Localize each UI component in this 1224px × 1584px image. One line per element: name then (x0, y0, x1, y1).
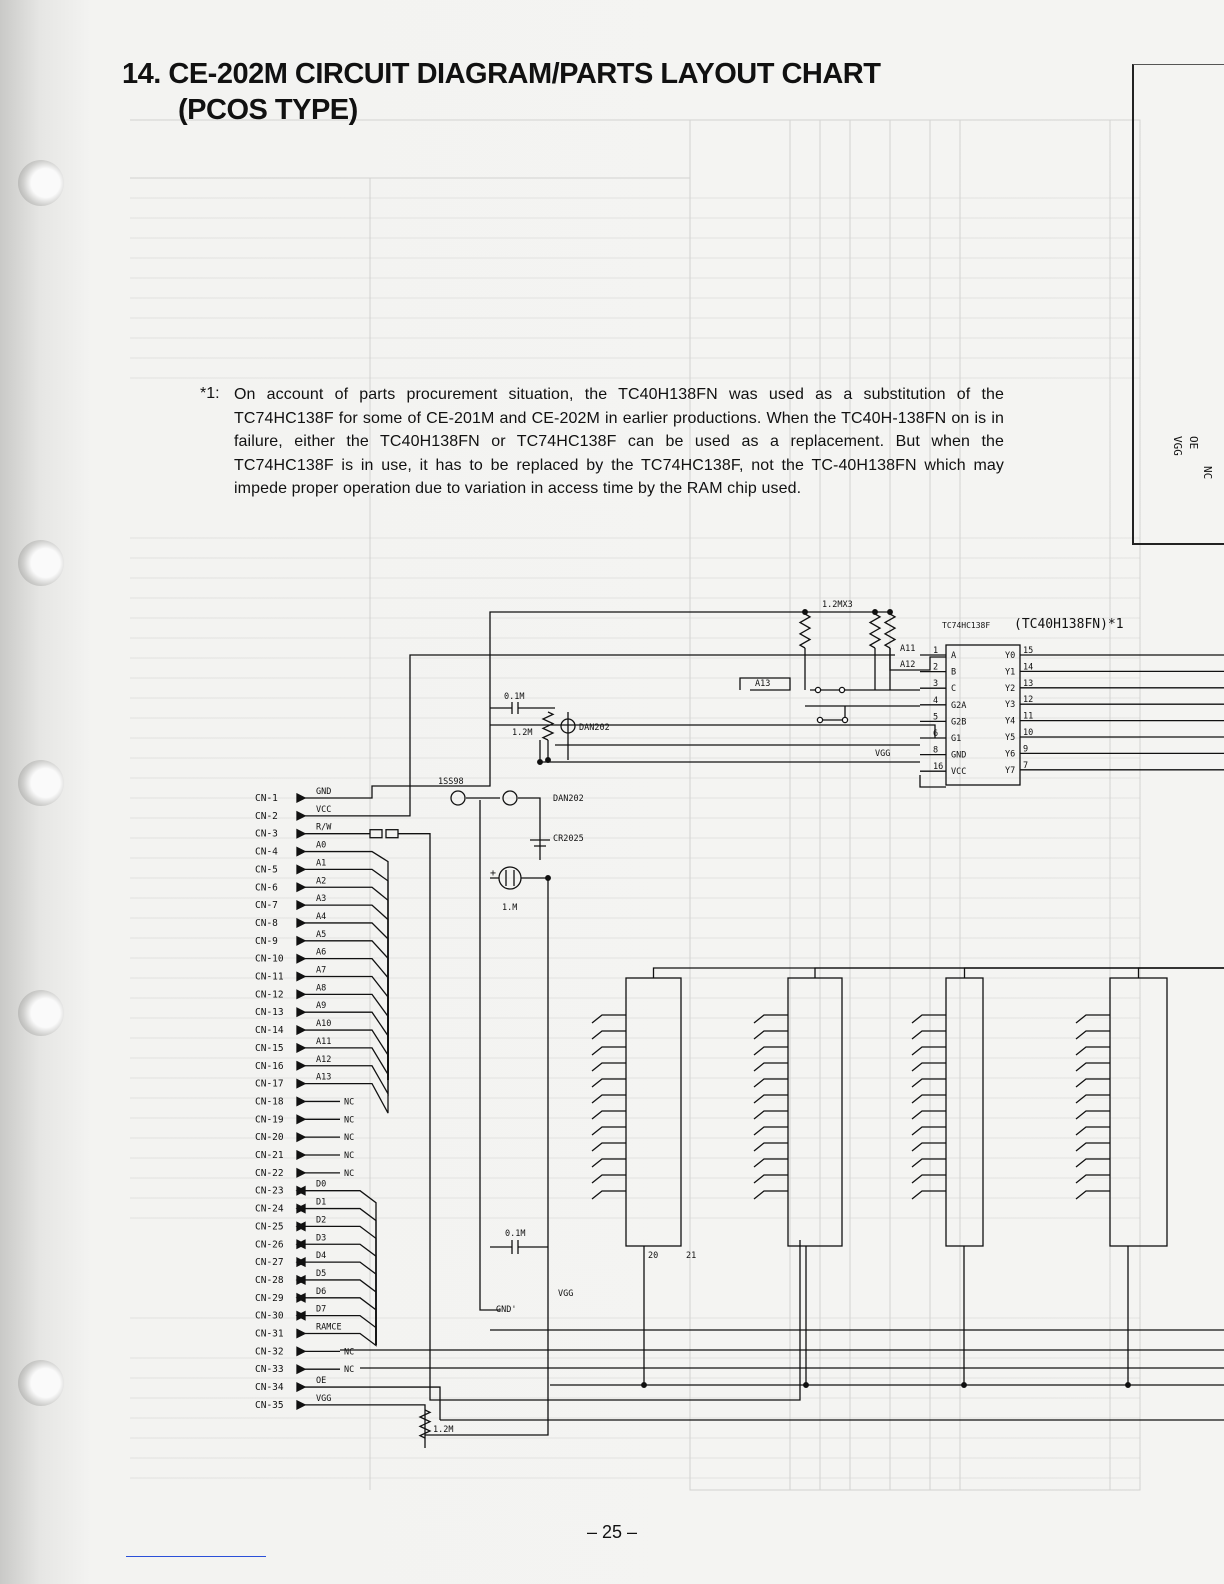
connector-arrow (297, 1008, 305, 1016)
connector-pin-label: CN-16 (255, 1060, 284, 1072)
ram-pin-number: 21 (686, 1251, 697, 1261)
data-bus-line (345, 1316, 376, 1345)
decoder-pin-number: 2 (933, 662, 939, 673)
link-underline (126, 1556, 266, 1557)
signal-label: R/W (316, 822, 332, 833)
ram-pin-line (754, 1111, 788, 1119)
decoder-pin-number: 6 (933, 729, 939, 739)
edge-label-nc: NC (1201, 466, 1214, 480)
wire (398, 834, 800, 1400)
resistor-symbol (870, 614, 880, 648)
connector-arrow (297, 1383, 305, 1391)
connector-arrow (297, 1347, 305, 1355)
data-bus-line (345, 1191, 376, 1345)
ram-pin-line (1076, 1031, 1110, 1039)
connector-arrow (297, 973, 305, 981)
signal-label: A6 (316, 947, 327, 958)
diode-label: 1SS98 (438, 777, 464, 787)
connector-pin-label: CN-8 (255, 917, 278, 929)
connector-arrow (297, 1169, 305, 1177)
decoder-pin-number: 5 (933, 712, 939, 723)
wire (965, 968, 1224, 978)
resistor-symbol (420, 1410, 430, 1438)
signal-label: D6 (316, 1286, 327, 1297)
connector-arrow (297, 812, 305, 820)
ram-pin-line (754, 1143, 788, 1151)
data-bus-line (345, 1244, 376, 1345)
wire (518, 798, 540, 860)
signal-label: A8 (316, 983, 327, 994)
connector-arrow (297, 901, 305, 909)
connector-pin-label: CN-6 (255, 882, 278, 894)
address-bus-line (345, 994, 388, 1080)
ram-pin-line (592, 1015, 626, 1023)
decoder-pin-number: 10 (1023, 728, 1034, 738)
capacitor-label: 1.M (502, 903, 518, 913)
ram-pin-line (592, 1191, 626, 1199)
connector-pin-label: CN-32 (255, 1346, 284, 1358)
wire (820, 706, 845, 720)
edge-label-oe: OE (1187, 436, 1200, 450)
edge-label-vgg: VGG (1171, 436, 1184, 456)
ram-pin-line (754, 1127, 788, 1135)
ram-pin-line (912, 1063, 946, 1071)
decoder-pin-name: Y0 (1005, 651, 1016, 661)
decoder-pin-name: G2A (951, 700, 967, 711)
open-terminal (815, 687, 820, 692)
connector-arrow (297, 1115, 305, 1123)
connector-pin-label: CN-17 (255, 1078, 284, 1090)
ram-pin-line (912, 1031, 946, 1039)
connector-arrow (297, 937, 305, 945)
wire (920, 775, 946, 787)
signal-label: D3 (316, 1233, 327, 1244)
ram-chip-body (946, 978, 983, 1246)
connector-pin-label: CN-20 (255, 1132, 284, 1144)
resistor-symbol (800, 614, 810, 648)
connector-arrow (297, 1133, 305, 1141)
decoder-pin-name: Y4 (1005, 716, 1016, 727)
connector-pin-label: CN-21 (255, 1150, 284, 1161)
ram-pin-line (1076, 1015, 1110, 1023)
ram-pin-line (592, 1031, 626, 1039)
connector-pin-label: CN-15 (255, 1042, 284, 1054)
ram-pin-line (1076, 1175, 1110, 1183)
connector-arrow (297, 830, 305, 838)
decoder-ic-body (946, 645, 1020, 785)
connector-pin-label: CN-14 (255, 1025, 284, 1037)
decoder-pin-number: 12 (1023, 695, 1034, 706)
vcc-line (345, 655, 895, 816)
electrolytic-capacitor-symbol (499, 867, 521, 889)
connector-pin-label: CN-18 (255, 1096, 284, 1108)
ram-pin-line (1076, 1127, 1110, 1135)
decoder-pin-number: 9 (1023, 744, 1029, 755)
connector-pin-label: CN-3 (255, 828, 278, 840)
decoder-input-label: A13 (755, 679, 771, 689)
address-bus-line (345, 1048, 388, 1080)
decoder-pin-number: 15 (1023, 646, 1034, 656)
ram-chip-body (1110, 978, 1167, 1246)
decoder-alt-part: (TC40H138FN)*1 (1014, 617, 1124, 632)
connector-arrow (297, 1097, 305, 1105)
ram-pin-line (912, 1015, 946, 1023)
connector-pin-label: CN-5 (255, 864, 278, 876)
connector-pin-label: CN-35 (255, 1399, 284, 1411)
connector-pin-label: CN-13 (255, 1007, 284, 1019)
signal-label: A4 (316, 911, 327, 922)
nc-label: NC (344, 1151, 355, 1161)
resistor-label: 1.2M (512, 728, 533, 738)
decoder-pin-number: 13 (1023, 678, 1034, 689)
connector-pin-label: CN-25 (255, 1221, 284, 1233)
decoder-pin-name: G1 (951, 734, 962, 744)
decoder-pin-number: 14 (1023, 662, 1034, 673)
connector-arrow (297, 990, 305, 998)
ram-pin-line (754, 1015, 788, 1023)
diode-label: DAN202 (579, 723, 610, 733)
wire (815, 968, 1224, 978)
signal-label: A12 (316, 1054, 332, 1065)
wire (345, 1387, 440, 1420)
decoder-pin-name: G2B (951, 717, 967, 728)
ram-pin-line (592, 1047, 626, 1055)
signal-label: A5 (316, 929, 327, 940)
ram-pin-line (912, 1143, 946, 1151)
open-terminal (839, 687, 844, 692)
signal-label: D4 (316, 1251, 327, 1262)
ram-pin-line (912, 1095, 946, 1103)
junction-dot (538, 760, 543, 765)
ram-pin-line (912, 1127, 946, 1135)
connector-pin-label: CN-11 (255, 971, 284, 983)
diode-symbol (503, 791, 517, 805)
ram-pin-line (592, 1079, 626, 1087)
junction-dot (873, 610, 878, 615)
decoder-pin-name: Y2 (1005, 683, 1016, 694)
signal-label: D0 (316, 1179, 327, 1190)
ram-chip-body (626, 978, 681, 1246)
signal-label: A11 (316, 1036, 332, 1047)
connector-arrow (297, 1151, 305, 1159)
connector-pin-label: CN-4 (255, 846, 278, 858)
connector-arrow (297, 848, 305, 856)
decoder-pin-number: 4 (933, 695, 939, 706)
connector-pin-label: CN-30 (255, 1310, 284, 1322)
ram-pin-line (592, 1175, 626, 1183)
junction-dot (546, 876, 551, 881)
decoder-pin-number: 11 (1023, 711, 1034, 722)
signal-label: A13 (316, 1072, 332, 1083)
resistor-symbol (543, 712, 553, 740)
connector-pin-label: CN-28 (255, 1274, 284, 1286)
capacitor-label: 0.1M (505, 1229, 526, 1239)
data-bus-line (345, 1280, 376, 1345)
decoder-pin-name: B (951, 667, 957, 678)
signal-label: RAMCE (316, 1322, 342, 1333)
decoder-pin-number: 7 (1023, 760, 1029, 771)
address-bus-line (345, 905, 388, 1080)
open-terminal (842, 717, 847, 722)
connector-pin-label: CN-1 (255, 793, 278, 804)
decoder-pin-number: 16 (933, 762, 944, 773)
capacitor-label: 0.1M (504, 692, 525, 702)
signal-label: OE (316, 1376, 327, 1387)
connector-arrow (297, 1044, 305, 1052)
connector-arrow (297, 865, 305, 873)
ram-pin-line (592, 1143, 626, 1151)
wire (490, 725, 935, 738)
signal-label: GND (316, 787, 332, 797)
signal-label: A0 (316, 840, 327, 851)
nc-label: NC (344, 1133, 355, 1144)
connector-pin-label: CN-26 (255, 1239, 284, 1251)
decoder-part-name: TC74HC138F (942, 621, 991, 630)
decoder-input-label: VGG (875, 749, 891, 759)
ram-pin-line (1076, 1159, 1110, 1167)
address-bus-line (345, 1030, 388, 1080)
diode-label: DAN202 (553, 794, 584, 804)
page-number: – 25 – (586, 1522, 638, 1542)
signal-label: D1 (316, 1197, 327, 1208)
connector-arrow (297, 919, 305, 927)
nc-label: NC (344, 1097, 355, 1108)
battery-label: CR2025 (553, 834, 584, 844)
connector-arrow (297, 1026, 305, 1034)
connector-pin-label: CN-12 (255, 989, 284, 1001)
connector-arrow (297, 1062, 305, 1070)
nc-label: NC (344, 1115, 355, 1126)
open-terminal (817, 717, 822, 722)
connector-pin-label: CN-31 (255, 1328, 284, 1340)
ram-pin-line (592, 1127, 626, 1135)
decoder-pin-name: Y3 (1005, 700, 1016, 711)
signal-label: A2 (316, 876, 327, 887)
signal-label: VCC (316, 804, 332, 815)
ram-pin-line (1076, 1063, 1110, 1071)
connector-pin-label: CN-7 (255, 900, 278, 912)
junction-dot (803, 610, 808, 615)
connector-arrow (297, 1365, 305, 1373)
resistor-label: 1.2M (433, 1425, 454, 1435)
vgg-line (345, 1405, 425, 1448)
footnote-text: On account of parts procurement situation, the TC40H138FN was used as a substitution of the TC74HC138F for some of CE-201M and CE-202M in earlier productions. When the TC40H-138FN on is in failure, either the TC40H138FN or TC74HC138F can be used as a replacement. But when the TC74HC138F is in use, it has to be replaced by the TC74HC138F, not the TC-40H138FN which may impede proper operation due to variation in access time by the RAM chip used. (234, 386, 1004, 498)
signal-label: VGG (316, 1393, 332, 1404)
ram-pin-line (592, 1063, 626, 1071)
connector-pin-label: CN-2 (255, 810, 278, 822)
ram-pin-line (754, 1159, 788, 1167)
data-bus-line (345, 1298, 376, 1345)
connector-arrow (297, 794, 305, 802)
address-bus-line (345, 923, 388, 1080)
signal-label: A3 (316, 894, 327, 905)
capacitor-symbol (512, 702, 518, 714)
connector-arrow (297, 1080, 305, 1088)
ram-pin-line (1076, 1095, 1110, 1103)
decoder-input-label: A12 (900, 660, 916, 670)
page-subtitle: (PCOS TYPE) (178, 94, 358, 126)
ram-pin-line (912, 1175, 946, 1183)
decoder-pin-name: VCC (951, 767, 967, 778)
wire (1139, 968, 1224, 978)
decoder-pin-name: Y7 (1005, 765, 1016, 776)
nc-label: NC (344, 1365, 355, 1376)
connector-pin-label: CN-22 (255, 1167, 284, 1179)
diode-symbol (451, 791, 465, 805)
decoder-pin-name: Y5 (1005, 733, 1016, 743)
connector-arrow (297, 955, 305, 963)
connector-pin-label: CN-9 (255, 935, 278, 947)
ram-pin-line (754, 1095, 788, 1103)
connector-arrow (297, 1330, 305, 1338)
ram-pin-line (912, 1047, 946, 1055)
data-bus-line (345, 1262, 376, 1345)
connector-pin-label: CN-24 (255, 1203, 284, 1215)
ram-pin-line (1076, 1111, 1110, 1119)
ram-pin-line (1076, 1143, 1110, 1151)
connector-pin-label: CN-19 (255, 1114, 284, 1126)
signal-label: A10 (316, 1019, 332, 1030)
wire (506, 870, 514, 886)
ram-pin-line (754, 1047, 788, 1055)
resistor-symbol (386, 830, 398, 838)
ram-pin-line (1076, 1079, 1110, 1087)
decoder-pin-name: Y1 (1005, 667, 1016, 678)
connector-arrow (297, 883, 305, 891)
data-bus-line (345, 1334, 376, 1346)
ram-pin-line (912, 1159, 946, 1167)
connector-pin-label: CN-33 (255, 1364, 284, 1376)
signal-label: D5 (316, 1268, 327, 1279)
ram-pin-line (912, 1111, 946, 1119)
resistor-array-label: 1.2MX3 (822, 600, 853, 610)
decoder-pin-name: A (951, 651, 957, 661)
ram-pin-line (912, 1079, 946, 1087)
address-bus-line (345, 887, 388, 1080)
ram-pin-line (1076, 1191, 1110, 1199)
connector-pin-label: CN-34 (255, 1382, 284, 1394)
ground-label: GND' (496, 1305, 517, 1315)
ram-pin-line (592, 1159, 626, 1167)
signal-label: A1 (316, 858, 327, 869)
resistor-symbol (885, 614, 895, 648)
nc-label: NC (344, 1168, 355, 1179)
decoder-pin-number: 1 (933, 646, 939, 656)
ram-pin-line (754, 1063, 788, 1071)
polarity-mark: + (490, 868, 497, 879)
decoder-pin-number: 8 (933, 745, 939, 756)
junction-dot (888, 610, 893, 615)
decoder-pin-number: 3 (933, 679, 939, 690)
ram-pin-number: 20 (648, 1251, 659, 1261)
capacitor-symbol (512, 1240, 518, 1254)
decoder-pin-name: C (951, 684, 957, 695)
connector-pin-label: CN-29 (255, 1292, 284, 1304)
connector-arrow (297, 1401, 305, 1409)
ram-pin-line (754, 1191, 788, 1199)
signal-label: D7 (316, 1304, 327, 1315)
nc-label: NC (344, 1347, 355, 1358)
ram-pin-line (592, 1111, 626, 1119)
ram-pin-line (592, 1095, 626, 1103)
vgg-label: VGG (558, 1289, 574, 1299)
ram-pin-line (754, 1079, 788, 1087)
signal-label: A9 (316, 1001, 327, 1012)
gnd-line (345, 612, 805, 798)
ram-pin-line (754, 1175, 788, 1183)
resistor-symbol (370, 830, 382, 838)
ram-chip-body (788, 978, 842, 1246)
connector-pin-label: CN-27 (255, 1257, 284, 1269)
signal-label: D2 (316, 1215, 327, 1226)
junction-dot (546, 758, 551, 763)
decoder-pin-name: GND (951, 750, 967, 761)
ram-pin-line (754, 1031, 788, 1039)
connector-pin-label: CN-10 (255, 953, 284, 965)
address-bus-line (345, 1066, 388, 1094)
ram-pin-line (912, 1191, 946, 1199)
decoder-input-label: A11 (900, 644, 916, 654)
address-bus-line (345, 941, 388, 1080)
signal-label: A7 (316, 965, 327, 976)
decoder-pin-name: Y6 (1005, 749, 1016, 760)
note-marker: *1: (200, 385, 220, 402)
ram-pin-line (1076, 1047, 1110, 1055)
connector-pin-label: CN-23 (255, 1185, 284, 1197)
page-title: 14. CE-202M CIRCUIT DIAGRAM/PARTS LAYOUT CHART (122, 58, 881, 90)
